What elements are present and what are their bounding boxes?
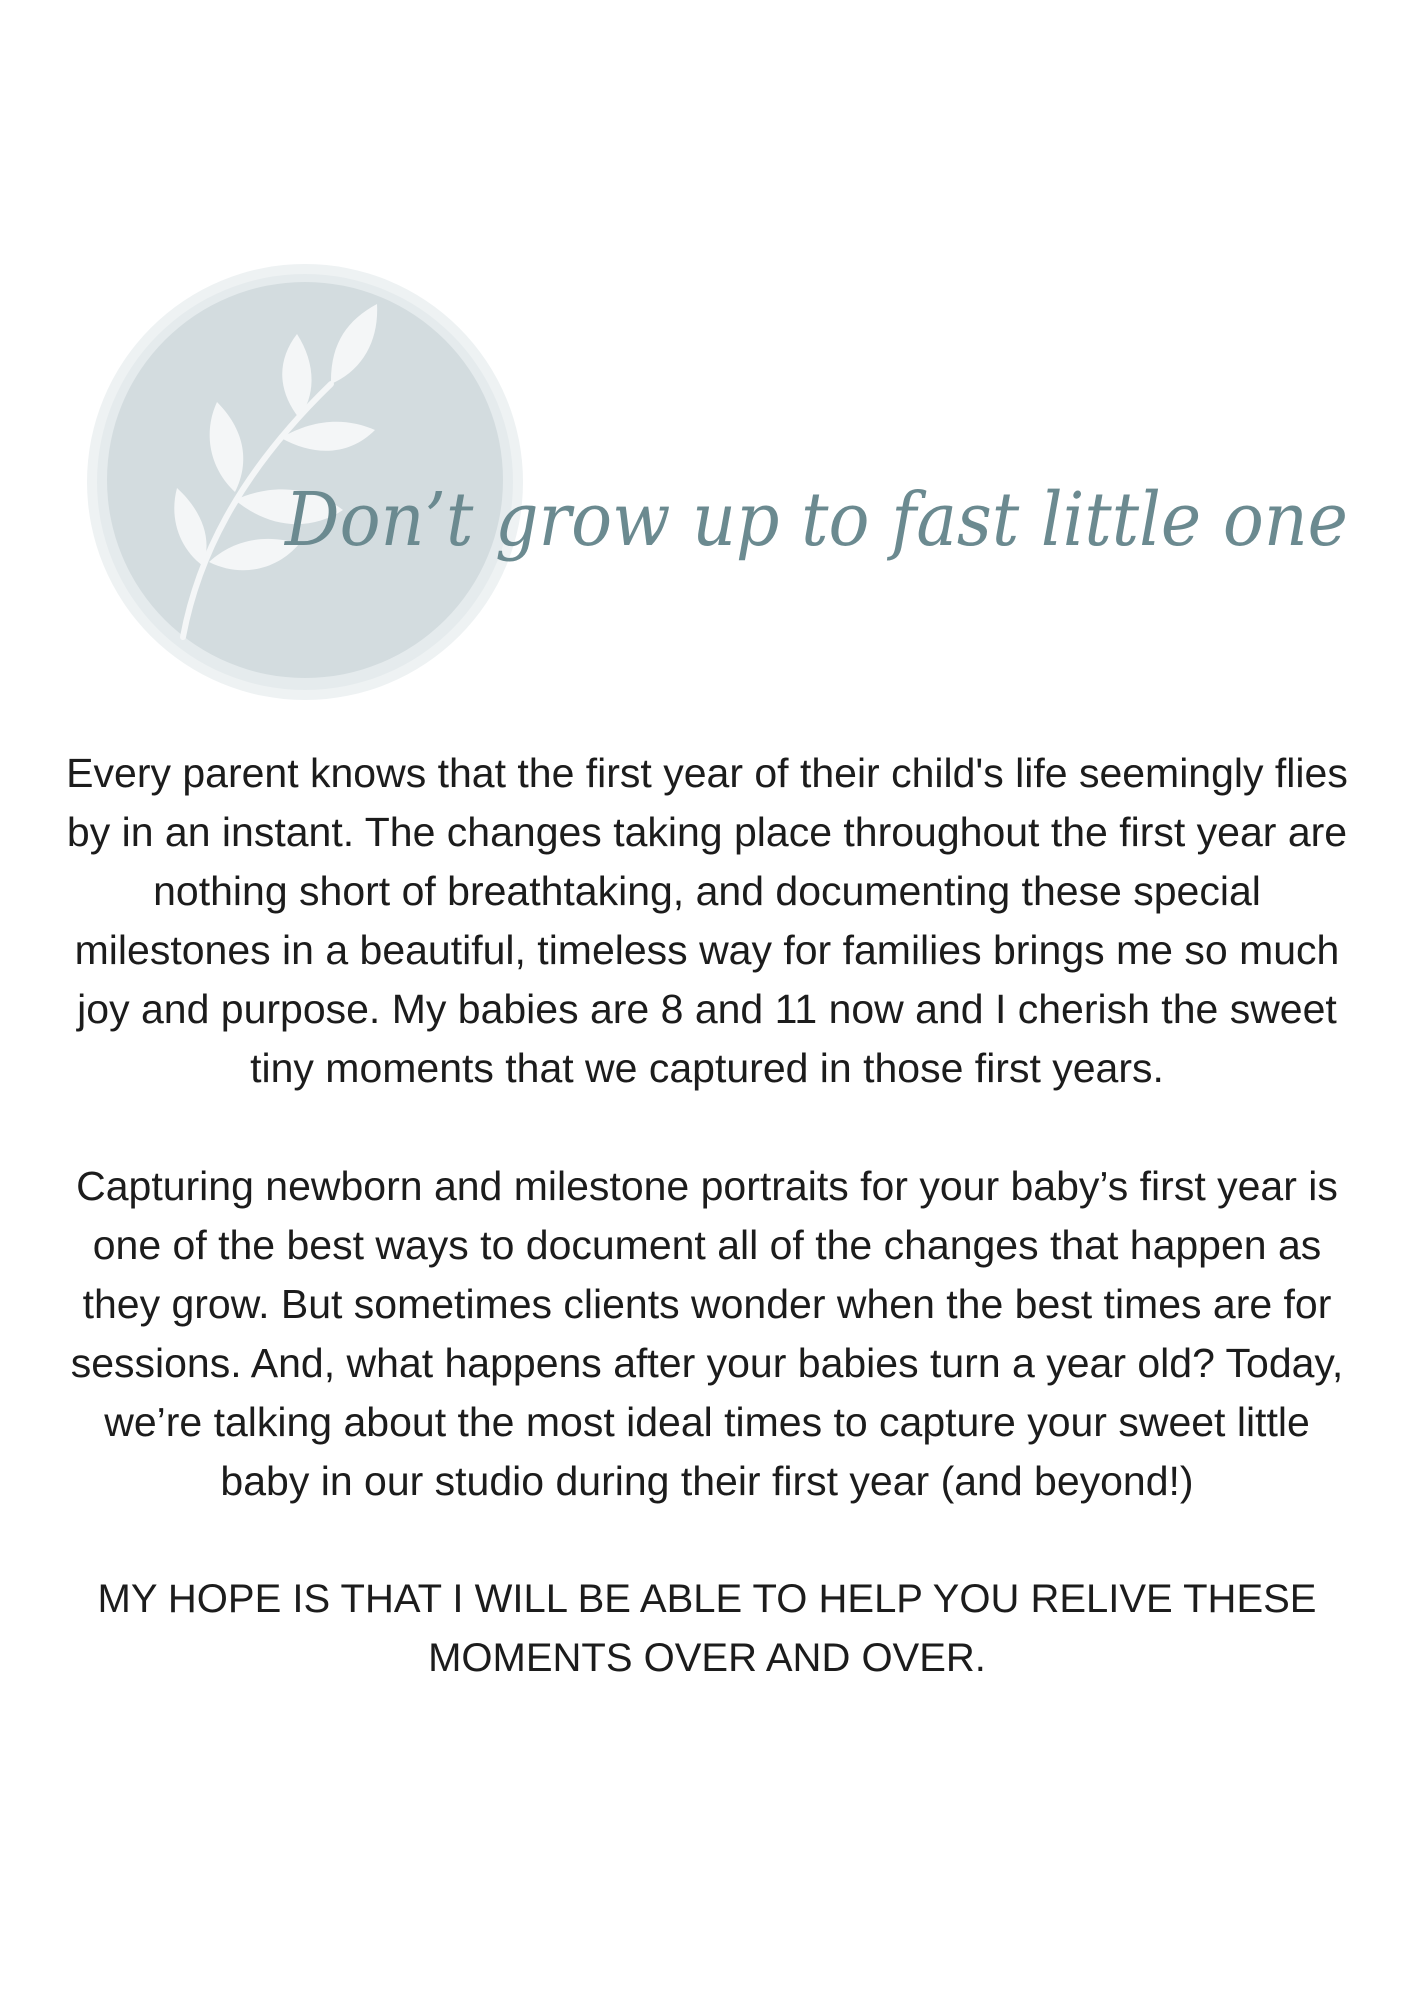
paragraph-intro: Every parent knows that the first year of their child's life seemingly flies by in an instant. The changes taking place throughout the first year are nothing short of breathtaking, and documenting these special milestones in a beautiful, timeless way for families brings me so much joy and purpose. My babies are 8 and 11 now and I cherish the sweet tiny moments that we captured in those first years. [66,750,1348,1091]
body-text [60,744,1354,1688]
paragraph-closing: MY HOPE IS THAT I WILL BE ABLE TO HELP YOU RELIVE THESE MOMENTS OVER AND OVER. [97,1577,1317,1680]
page-title: Don’t grow up to fast little one [285,477,1348,563]
paragraph-milestones: Capturing newborn and milestone portraits for your baby’s first year is one of the best ways to document all of the changes that happen as they grow. But sometimes clients wonder when the best times are for sessions. And, what happens after your babies turn a year old? Today, we’re talking about the most ideal times to capture your sweet little baby in our studio during their first year (and beyond!) [70,1163,1344,1504]
